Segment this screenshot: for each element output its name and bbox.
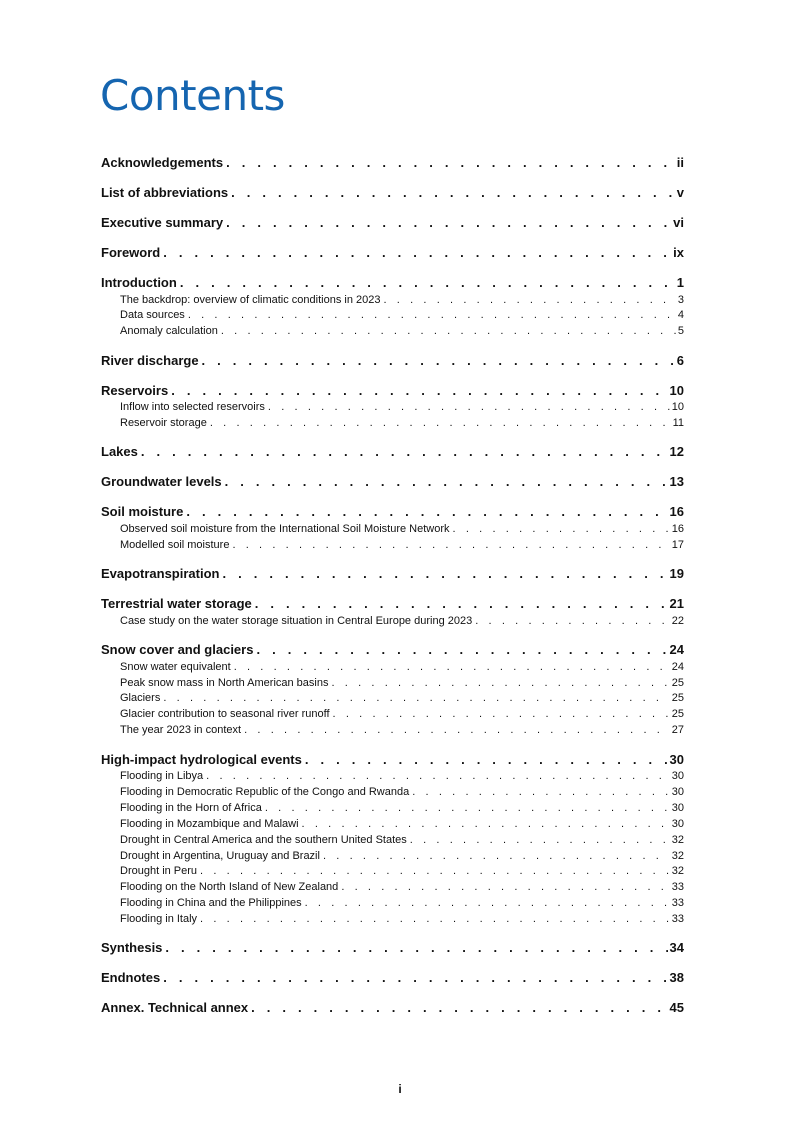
dot-leader: [255, 595, 668, 614]
dot-leader: [412, 785, 670, 801]
toc-entry-page: 13: [669, 474, 684, 490]
toc-entry-title: Snow cover and glaciers: [101, 642, 254, 658]
dot-leader: [232, 538, 669, 554]
toc-subentry[interactable]: [101, 864, 684, 880]
toc-subentry-title: Case study on the water storage situation in Central Europe during 2023: [120, 614, 473, 627]
dot-leader: [202, 352, 675, 371]
toc-subentry-title: Drought in Argentina, Uruguay and Brazil: [120, 849, 320, 862]
toc-entry-page: 24: [669, 642, 684, 658]
toc-subentry[interactable]: [101, 660, 684, 676]
toc-entry-title: Evapotranspiration: [101, 566, 220, 582]
dot-leader: [323, 849, 670, 865]
toc-section: [101, 595, 684, 629]
toc-subentry[interactable]: [101, 849, 684, 865]
toc-entry-title: Executive summary: [101, 215, 224, 230]
toc-entry[interactable]: [101, 595, 684, 614]
toc-subentry-title: The backdrop: overview of climatic conditions in 2023: [120, 293, 381, 306]
dot-leader: [244, 723, 670, 739]
toc-entry[interactable]: [101, 473, 684, 492]
toc-section: [101, 503, 684, 553]
toc-subentry[interactable]: [101, 769, 684, 785]
toc-entry-page: ii: [676, 155, 684, 170]
toc-entry-page: 1: [676, 275, 684, 290]
page-title: Contents: [100, 71, 285, 120]
toc-subentry-title: Observed soil moisture from the International Soil Moisture Network: [120, 522, 450, 535]
toc-subentry[interactable]: [101, 522, 684, 538]
toc-subentry-page: 17: [671, 538, 684, 551]
toc-subentry-page: 33: [671, 913, 684, 926]
dot-leader: [186, 503, 667, 522]
toc-subentry-page: 33: [671, 881, 684, 894]
toc-entry[interactable]: [101, 214, 684, 233]
toc-subentry-title: Flooding in China and the Philippines: [120, 897, 302, 910]
toc-subentry-page: 30: [671, 770, 684, 783]
toc-entry-page: v: [676, 185, 684, 200]
toc-entry-page: 45: [669, 1000, 684, 1016]
toc-entry-title: Reservoirs: [101, 382, 169, 398]
toc-subentry-page: 33: [671, 897, 684, 910]
toc-entry-page: 21: [669, 596, 684, 612]
toc-section: [101, 473, 684, 492]
toc-entry-title: Synthesis: [101, 940, 163, 956]
dot-leader: [200, 864, 670, 880]
toc-subentry-page: 25: [671, 708, 684, 721]
toc-subentry[interactable]: [101, 676, 684, 692]
toc-entry[interactable]: [101, 274, 684, 293]
toc-entry[interactable]: [101, 244, 684, 263]
toc-section: [101, 274, 684, 340]
toc-subentry[interactable]: [101, 912, 684, 928]
dot-leader: [302, 817, 670, 833]
toc-subentry-title: Snow water equivalent: [120, 660, 231, 673]
toc-subentry-page: 27: [671, 724, 684, 737]
toc-subentry-page: 32: [671, 865, 684, 878]
toc-subentry-page: 32: [671, 833, 684, 846]
toc-subentry[interactable]: [101, 707, 684, 723]
toc-entry-title: Acknowledgements: [101, 155, 224, 170]
toc-entry[interactable]: [101, 382, 684, 401]
toc-subentry-page: 25: [671, 692, 684, 705]
toc-subentry[interactable]: [101, 400, 684, 416]
dot-leader: [163, 244, 671, 263]
toc-subentry[interactable]: [101, 723, 684, 739]
toc-subentry[interactable]: [101, 324, 684, 340]
dot-leader: [475, 614, 670, 630]
toc-entry-page: 34: [669, 940, 684, 956]
toc-section: [101, 214, 684, 233]
toc-entry-title: Soil moisture: [101, 504, 184, 520]
toc-subentry-title: Inflow into selected reservoirs: [120, 401, 265, 414]
toc-entry[interactable]: [101, 751, 684, 770]
toc-subentry-title: Flooding in Mozambique and Malawi: [120, 817, 299, 830]
toc-entry-page: 30: [669, 751, 684, 767]
toc-entry-page: ix: [673, 245, 684, 260]
toc-subentry-page: 3: [677, 293, 684, 306]
toc-subentry-title: Flooding in Democratic Republic of the Congo and Rwanda: [120, 785, 410, 798]
toc-entry-title: Endnotes: [101, 970, 161, 986]
dot-leader: [206, 769, 670, 785]
dot-leader: [188, 308, 676, 324]
toc-entry-page: 10: [669, 382, 684, 398]
toc-subentry-title: Flooding in Libya: [120, 770, 204, 783]
toc-entry-title: Annex. Technical annex: [101, 1000, 249, 1016]
dot-leader: [265, 801, 670, 817]
toc-subentry-title: Anomaly calculation: [120, 325, 218, 338]
toc-subentry-title: Flooding in Italy: [120, 913, 198, 926]
dot-leader: [453, 522, 670, 538]
dot-leader: [210, 416, 671, 432]
toc-subentry-title: Drought in Peru: [120, 865, 198, 878]
toc-subentry-page: 10: [671, 401, 684, 414]
toc-entry-page: 12: [669, 444, 684, 460]
dot-leader: [251, 999, 667, 1018]
toc-entry-title: River discharge: [101, 352, 199, 368]
toc-entry-title: High-impact hydrological events: [101, 751, 302, 767]
toc-subentry-page: 22: [671, 614, 684, 627]
toc-subentry-page: 11: [672, 417, 684, 430]
toc-subentry-page: 30: [671, 785, 684, 798]
toc-subentry-title: Glaciers: [120, 692, 161, 705]
toc-subentry[interactable]: [101, 896, 684, 912]
dot-leader: [163, 969, 667, 988]
toc-entry-title: Terrestrial water storage: [101, 596, 252, 612]
toc-subentry[interactable]: [101, 614, 684, 630]
toc-section: [101, 382, 684, 432]
toc-section: [101, 244, 684, 263]
dot-leader: [221, 324, 676, 340]
toc-section: [101, 999, 684, 1018]
dot-leader: [165, 939, 667, 958]
toc-subentry-title: Reservoir storage: [120, 417, 207, 430]
toc-subentry[interactable]: [101, 880, 684, 896]
dot-leader: [305, 896, 670, 912]
dot-leader: [231, 184, 675, 203]
toc-entry[interactable]: [101, 352, 684, 371]
toc-subentry[interactable]: [101, 817, 684, 833]
dot-leader: [226, 154, 675, 173]
toc-entry-page: 19: [669, 566, 684, 582]
toc-subentry[interactable]: [101, 833, 684, 849]
dot-leader: [410, 833, 670, 849]
dot-leader: [225, 473, 668, 492]
toc-entry-title: Foreword: [101, 245, 161, 260]
toc-entry[interactable]: [101, 154, 684, 173]
toc-entry-title: Introduction: [101, 275, 177, 290]
toc-section: [101, 352, 684, 371]
dot-leader: [305, 751, 668, 770]
toc-subentry[interactable]: [101, 293, 684, 309]
dot-leader: [268, 400, 670, 416]
dot-leader: [383, 293, 675, 309]
dot-leader: [200, 912, 670, 928]
page-number: i: [398, 1082, 402, 1096]
toc-subentry-page: 30: [671, 817, 684, 830]
dot-leader: [180, 274, 675, 293]
toc-subentry-page: 30: [671, 801, 684, 814]
toc-subentry[interactable]: [101, 801, 684, 817]
toc-subentry-title: Peak snow mass in North American basins: [120, 676, 329, 689]
dot-leader: [333, 707, 670, 723]
toc-section: [101, 969, 684, 988]
toc-entry[interactable]: [101, 565, 684, 584]
toc-entry[interactable]: [101, 999, 684, 1018]
toc-subentry-page: 25: [671, 676, 684, 689]
toc-section: [101, 939, 684, 958]
dot-leader: [222, 565, 667, 584]
toc-section: [101, 641, 684, 739]
toc-subentry-title: The year 2023 in context: [120, 724, 242, 737]
dot-leader: [331, 676, 669, 692]
toc-entry-title: Lakes: [101, 444, 138, 460]
toc-subentry-title: Data sources: [120, 309, 185, 322]
toc-subentry-title: Flooding in the Horn of Africa: [120, 801, 262, 814]
dot-leader: [171, 382, 667, 401]
dot-leader: [341, 880, 669, 896]
toc-section: [101, 154, 684, 173]
dot-leader: [234, 660, 670, 676]
toc-section: [101, 565, 684, 584]
toc-section: [101, 751, 684, 928]
toc-entry[interactable]: [101, 443, 684, 462]
toc-subentry[interactable]: [101, 538, 684, 554]
dot-leader: [256, 641, 667, 660]
toc-subentry-page: 4: [677, 309, 684, 322]
dot-leader: [163, 691, 669, 707]
toc-entry-page: 38: [669, 970, 684, 986]
toc-entry-page: vi: [673, 215, 684, 230]
dot-leader: [226, 214, 671, 233]
dot-leader: [141, 443, 668, 462]
toc-subentry-page: 32: [671, 849, 684, 862]
toc-entry-page: 6: [676, 352, 684, 368]
toc-entry[interactable]: [101, 641, 684, 660]
table-of-contents: [101, 154, 684, 1029]
toc-entry-title: Groundwater levels: [101, 474, 222, 490]
toc-entry[interactable]: [101, 503, 684, 522]
toc-subentry-title: Glacier contribution to seasonal river runoff: [120, 708, 330, 721]
toc-subentry-page: 16: [671, 522, 684, 535]
toc-subentry[interactable]: [101, 691, 684, 707]
toc-entry[interactable]: [101, 939, 684, 958]
toc-subentry-title: Flooding on the North Island of New Zealand: [120, 881, 339, 894]
toc-subentry[interactable]: [101, 308, 684, 324]
toc-entry-title: List of abbreviations: [101, 185, 229, 200]
toc-section: [101, 443, 684, 462]
toc-subentry[interactable]: [101, 416, 684, 432]
toc-subentry[interactable]: [101, 785, 684, 801]
toc-subentry-page: 24: [671, 660, 684, 673]
toc-entry[interactable]: [101, 184, 684, 203]
toc-entry[interactable]: [101, 969, 684, 988]
toc-section: [101, 184, 684, 203]
toc-subentry-title: Drought in Central America and the southern United States: [120, 833, 407, 846]
toc-entry-page: 16: [669, 504, 684, 520]
toc-subentry-title: Modelled soil moisture: [120, 538, 230, 551]
toc-subentry-page: 5: [677, 325, 684, 338]
